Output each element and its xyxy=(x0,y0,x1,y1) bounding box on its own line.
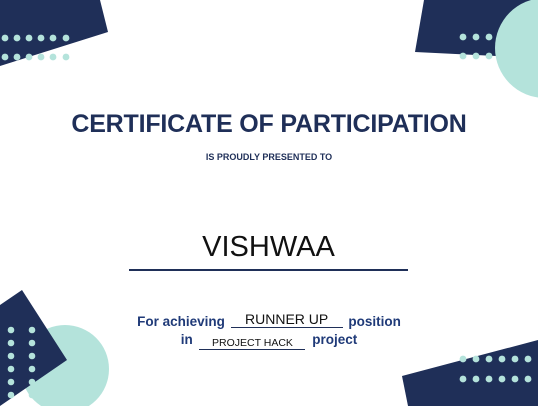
recipient-name: VISHWAA xyxy=(202,231,335,263)
position-value: RUNNER UP xyxy=(231,311,343,328)
certificate-subtitle: IS PROUDLY PRESENTED TO xyxy=(205,152,333,162)
project-value: PROJECT HACK xyxy=(199,337,305,350)
project-line xyxy=(0,332,538,348)
achievement-line xyxy=(0,313,538,330)
project-suffix: project xyxy=(312,332,358,347)
achievement-prefix: For achieving xyxy=(137,314,225,329)
certificate-title: CERTIFICATE OF PARTICIPATION xyxy=(71,110,467,138)
position-suffix: position xyxy=(348,314,401,329)
in-label: in xyxy=(180,332,193,347)
recipient-name-line xyxy=(129,229,408,271)
bottom-right-navy-shape xyxy=(402,340,538,406)
